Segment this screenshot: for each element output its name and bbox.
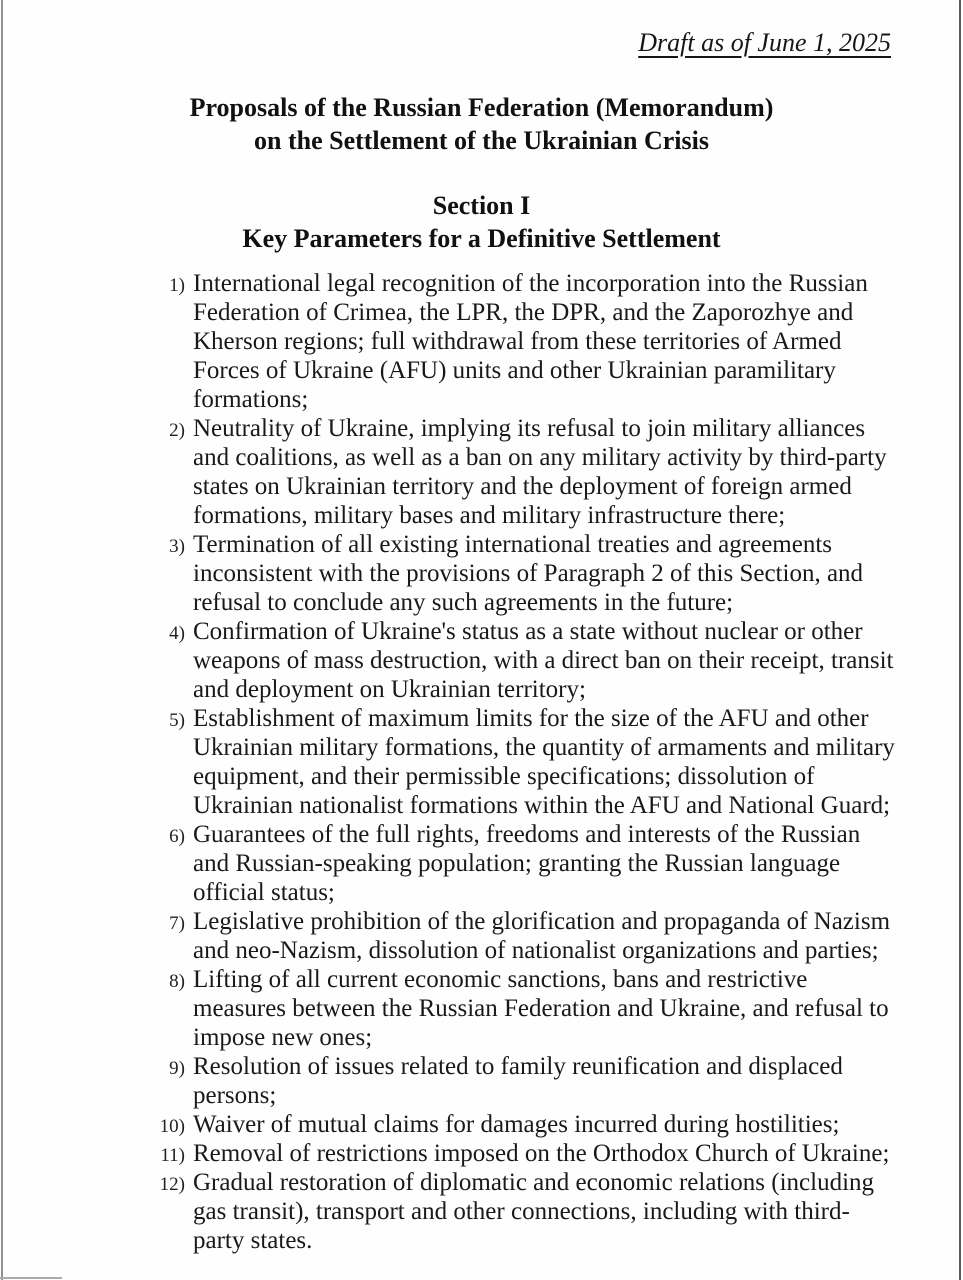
list-item [100,1139,899,1168]
list-item-text: Guarantees of the full rights, freedoms and interests of the Russian and Russian-speaking population; granting the Russian language official status; [193,821,861,906]
list-item-number: 11) [160,1145,185,1166]
list-item [100,1110,899,1139]
list-item-number: 1) [169,275,185,296]
proposal-list [100,269,900,1255]
list-item-text: Gradual restoration of diplomatic and economic relations (including gas transit), transport and other connections, including with third-party states. [193,1169,875,1254]
list-item-number: 4) [169,623,185,644]
list-item-number: 6) [169,826,185,847]
list-item-number: 8) [169,971,185,992]
list-item-number: 5) [169,710,185,731]
list-item [100,965,899,1052]
list-item [100,1052,899,1110]
list-item [100,907,899,965]
document-title [0,91,963,157]
list-item-text: Neutrality of Ukraine, implying its refusal to join military alliances and coalitions, as well as a ban on any military activity by third-party states on Ukrainian territory and the deployment of foreign armed formations, military bases and military infrastructure there; [193,415,887,529]
title-line-1: Proposals of the Russian Federation (Memorandum) [189,93,774,122]
list-item-number: 7) [169,913,185,934]
section-heading: Section I [432,191,531,220]
list-item [100,704,899,820]
list-item-number: 2) [169,420,185,441]
section-subheading: Key Parameters for a Definitive Settlement [242,224,721,253]
list-item [100,530,899,617]
list-item-text: Termination of all existing international treaties and agreements inconsistent with the provisions of Paragraph 2 of this Section, and refusal to conclude any such agreements in the future; [193,531,864,616]
draft-date-line: Draft as of June 1, 2025 [638,28,891,57]
list-item [100,1168,899,1255]
list-item-number: 12) [159,1174,185,1195]
list-item-text: Removal of restrictions imposed on the Orthodox Church of Ukraine; [193,1140,890,1167]
list-item-text: Resolution of issues related to family reunification and displaced persons; [193,1053,843,1109]
list-item-number: 3) [169,536,185,557]
title-line-2: on the Settlement of the Ukrainian Crisis [254,126,709,155]
list-item-text: Establishment of maximum limits for the size of the AFU and other Ukrainian military formations, the quantity of armaments and military equipment, and their permissible specifications; dissolution of Ukrainian nationalist formations within the AFU and National Guard; [193,705,895,819]
list-item-number: 10) [159,1116,185,1137]
page-bottom-border-line [0,1277,62,1279]
list-item-text: Waiver of mutual claims for damages incurred during hostilities; [193,1111,840,1138]
list-item-text: Legislative prohibition of the glorification and propaganda of Nazism and neo-Nazism, dissolution of nationalist organizations and parties; [193,908,891,964]
list-item-text: Lifting of all current economic sanctions, bans and restrictive measures between the Russian Federation and Ukraine, and refusal to impose new ones; [193,966,889,1051]
list-item-number: 9) [169,1058,185,1079]
list-item [100,820,899,907]
list-item-text: Confirmation of Ukraine's status as a state without nuclear or other weapons of mass destruction, with a direct ban on their receipt, transit and deployment on Ukrainian territory; [193,618,894,703]
list-item-text: International legal recognition of the incorporation into the Russian Federation of Crimea, the LPR, the DPR, and the Zaporozhye and Kherson regions; full withdrawal from these territories of Armed Forces of Ukraine (AFU) units and other Ukrainian paramilitary formations; [193,270,868,413]
list-item [100,617,899,704]
section-heading-block [0,189,963,255]
list-item [100,414,899,530]
list-item [100,269,899,414]
